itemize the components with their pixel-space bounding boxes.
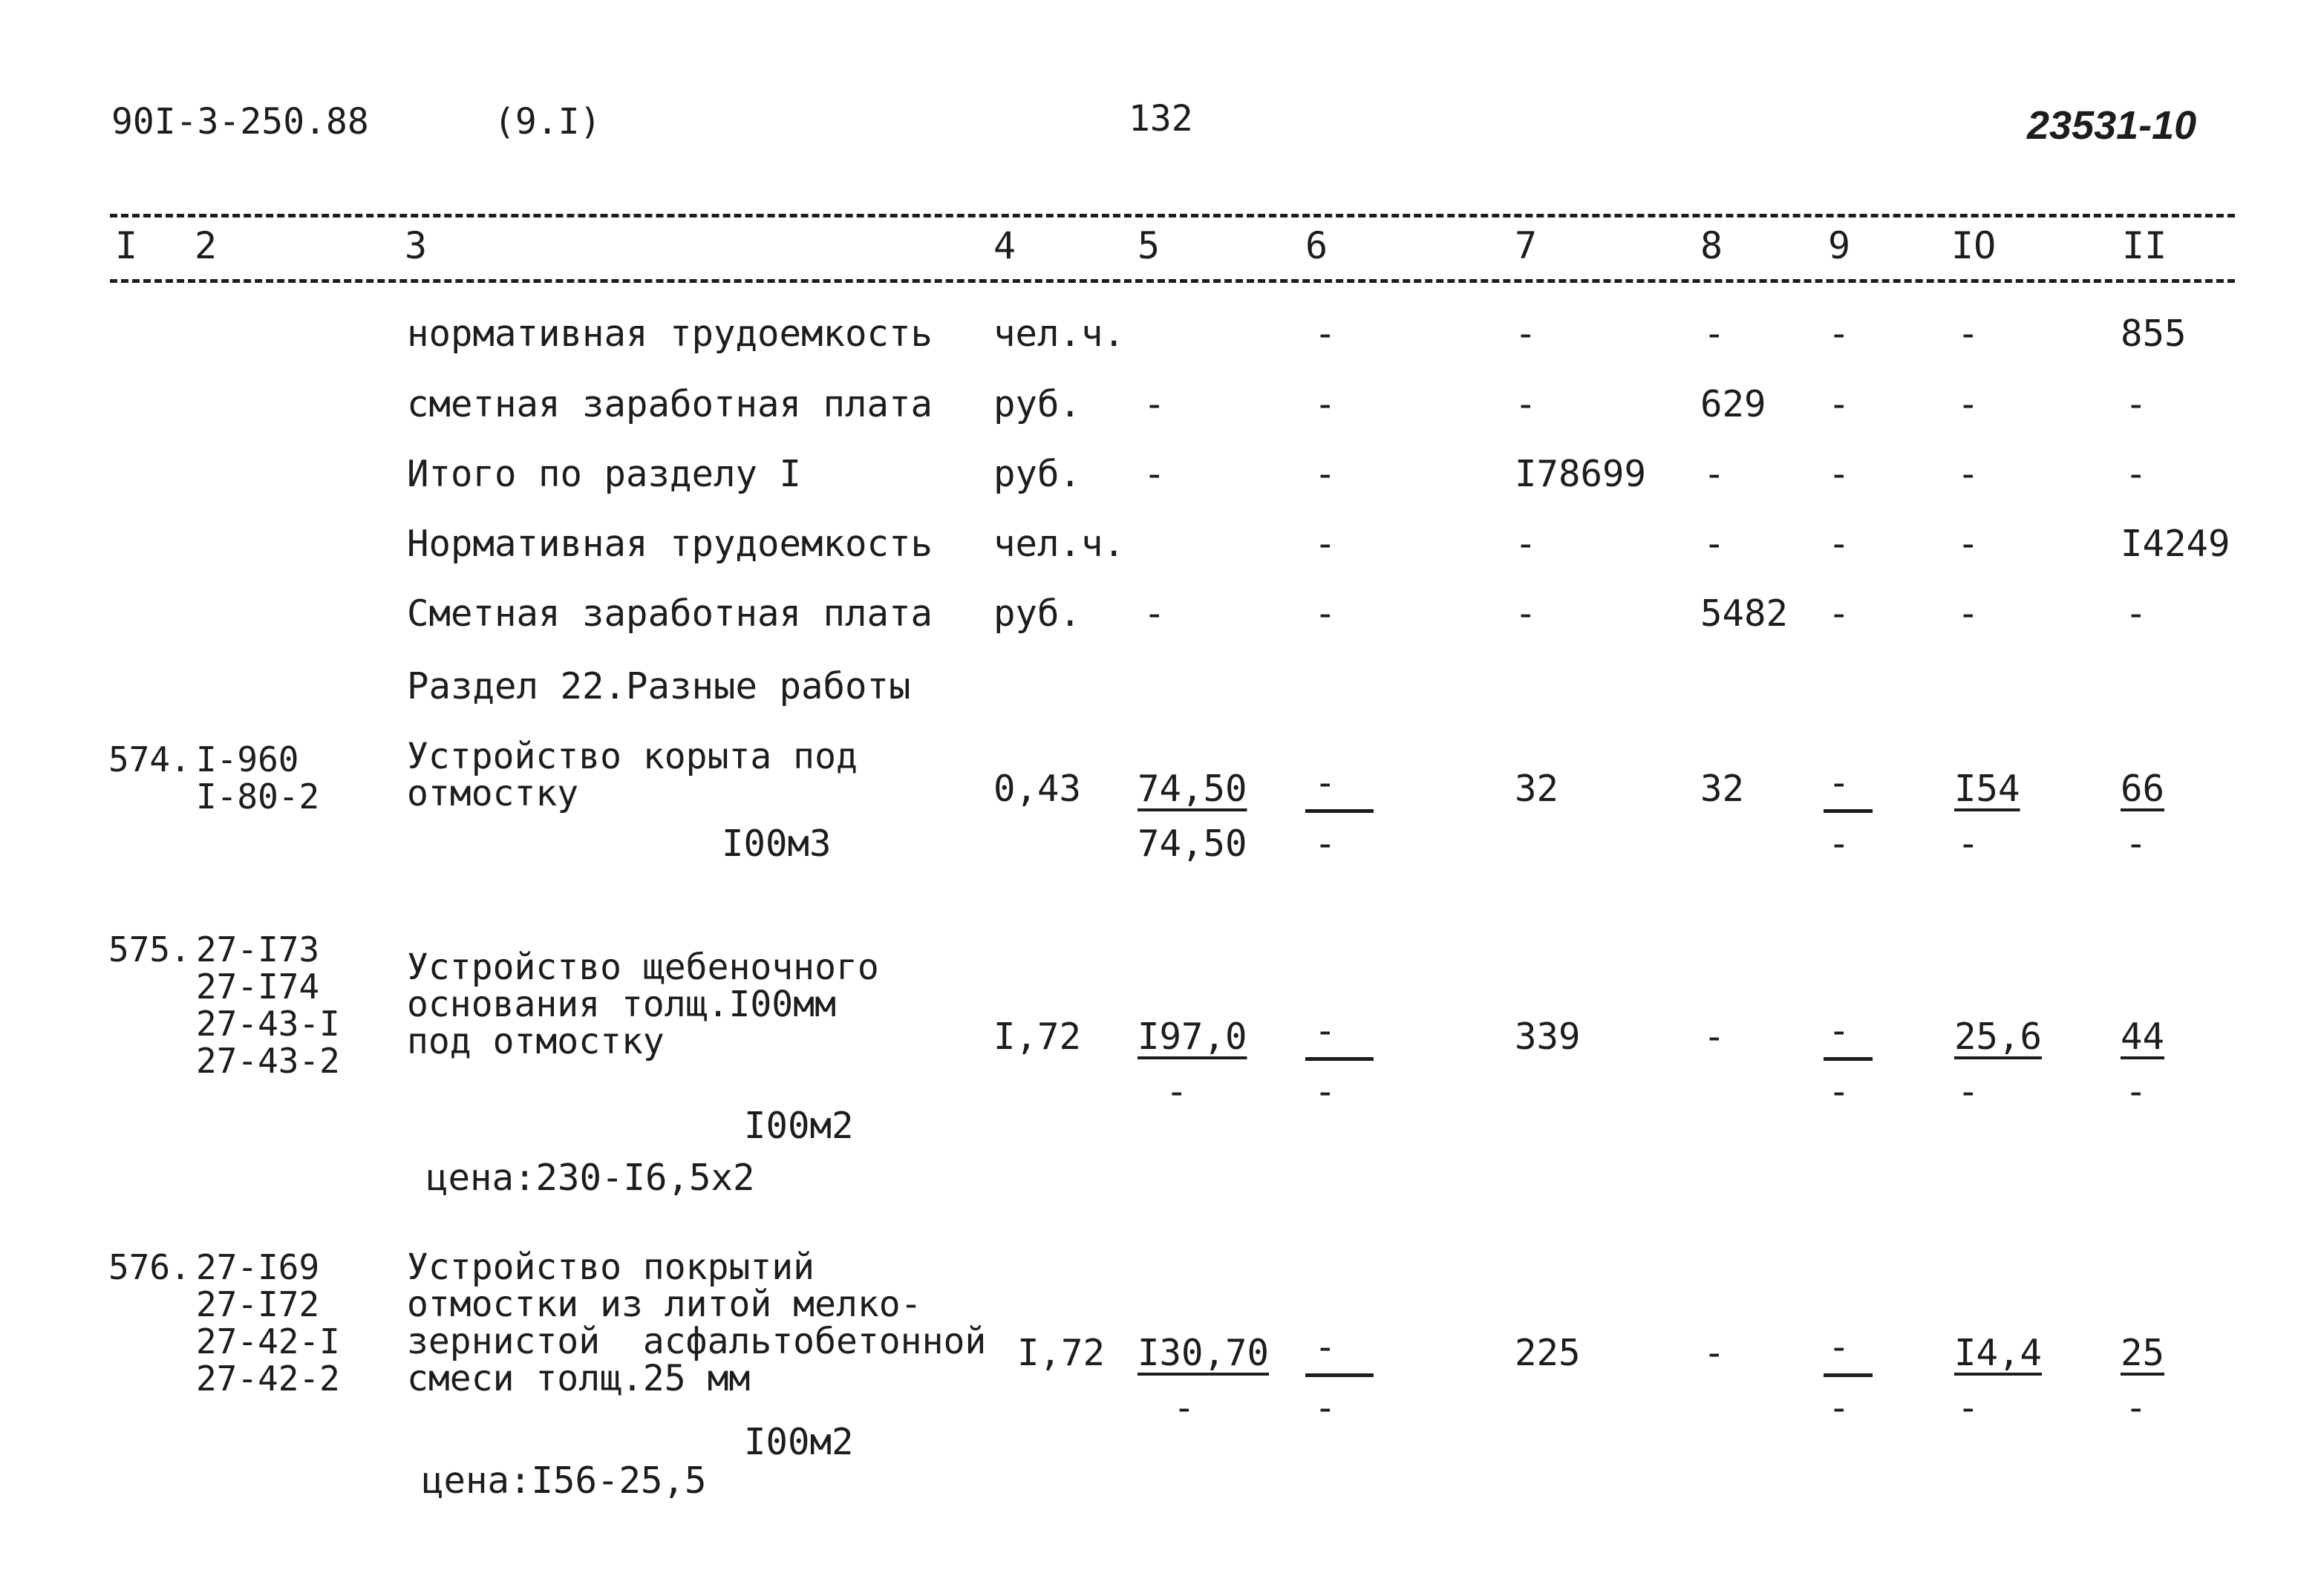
fraction-bar	[1305, 1057, 1374, 1061]
item-number: 574.	[108, 739, 191, 779]
cell-col10: -	[1957, 383, 1979, 425]
cell-col6-bottom: -	[1314, 1070, 1336, 1113]
cell-col7: -	[1515, 592, 1537, 635]
cell-col10-top: I4,4	[1954, 1332, 2043, 1374]
row-name: Сметная заработная плата	[407, 592, 933, 635]
cell-col8: -	[1703, 1016, 1726, 1058]
column-header: I	[115, 224, 138, 267]
column-header: 4	[993, 224, 1016, 267]
item-quantity: 0,43	[993, 768, 1082, 810]
cell-col11: -	[2125, 383, 2147, 425]
cell-col10-bottom: -	[1957, 823, 1979, 865]
item-quantity: I,72	[1017, 1332, 1106, 1374]
cell-col9: -	[1828, 592, 1850, 635]
row-name: Нормативная трудоемкость	[407, 523, 933, 565]
cell-col7: 225	[1515, 1332, 1581, 1374]
cell-col11-top: 44	[2121, 1016, 2165, 1058]
cell-col7: -	[1515, 523, 1537, 565]
cell-col5-top: I30,70	[1137, 1332, 1270, 1374]
item-description: Устройство корыта под отмостку	[407, 736, 858, 814]
cell-col6: -	[1314, 592, 1336, 635]
cell-col9: -	[1828, 383, 1850, 425]
cell-col9: -	[1828, 313, 1850, 355]
item-description: Устройство щебеночного основания толщ.I00мм под отмостку	[407, 947, 879, 1062]
column-header: 7	[1515, 224, 1538, 267]
cell-col6: -	[1314, 313, 1336, 355]
column-header: 5	[1137, 224, 1161, 267]
item-unit: I00м3	[722, 823, 832, 865]
row-unit: руб.	[993, 383, 1082, 425]
cell-col11-bottom: -	[2125, 1387, 2147, 1429]
cell-col7: -	[1515, 383, 1537, 425]
item-codes: I-960 I-80-2	[196, 739, 320, 817]
column-header: 8	[1700, 224, 1723, 267]
cell-col5-bottom: -	[1166, 1070, 1188, 1113]
row-unit: чел.ч.	[993, 313, 1126, 355]
row-name: нормативная трудоемкость	[407, 313, 933, 355]
item-description: Устройство покрытий отмостки из литой мелко- зернистой асфальтобетонной смеси толщ.25 мм	[407, 1246, 987, 1399]
row-unit: чел.ч.	[993, 523, 1126, 565]
header-bottom-rule	[110, 279, 2235, 283]
cell-col10: -	[1957, 453, 1979, 495]
cell-col8: 629	[1700, 383, 1766, 425]
cell-col5-bottom: -	[1173, 1387, 1195, 1429]
cell-col6: -	[1314, 453, 1336, 495]
cell-col8: -	[1703, 313, 1726, 355]
cell-col10-top: 25,6	[1954, 1016, 2043, 1058]
cell-col8: 32	[1700, 768, 1745, 810]
cell-col6-top: -	[1314, 1010, 1336, 1052]
cell-col8: -	[1703, 453, 1726, 495]
row-unit: руб.	[993, 592, 1082, 635]
cell-col5-bottom: 74,50	[1137, 823, 1247, 865]
cell-col9-bottom: -	[1828, 1387, 1850, 1429]
cell-col9-top: -	[1828, 762, 1850, 804]
cell-col5: -	[1143, 453, 1166, 495]
section-title: Раздел 22.Разные работы	[407, 665, 911, 707]
column-header: 2	[195, 224, 218, 267]
item-codes: 27-I69 27-I72 27-42-I 27-42-2	[196, 1247, 340, 1399]
fraction-bar	[1824, 1057, 1873, 1061]
cell-col6-top: -	[1314, 1326, 1336, 1368]
item-unit: I00м2	[744, 1105, 854, 1147]
cell-col5-top: 74,50	[1137, 768, 1247, 810]
cell-col11: -	[2125, 592, 2147, 635]
cell-col5: -	[1143, 383, 1166, 425]
cell-col10: -	[1957, 523, 1979, 565]
cell-col7: 339	[1515, 1016, 1581, 1058]
cell-col5: -	[1143, 592, 1166, 635]
cell-col7: -	[1515, 313, 1537, 355]
fraction-bar	[1824, 1373, 1873, 1377]
cell-col6-top: -	[1314, 762, 1336, 804]
cell-col6: -	[1314, 523, 1336, 565]
row-name: Итого по разделу I	[407, 453, 802, 495]
item-codes: 27-I73 27-I74 27-43-I 27-43-2	[196, 929, 340, 1081]
cell-col7: I78699	[1515, 453, 1647, 495]
cell-col11-top: 25	[2121, 1332, 2165, 1374]
cell-col9: -	[1828, 453, 1850, 495]
header-top-rule	[110, 214, 2235, 218]
cell-col10-bottom: -	[1957, 1387, 1979, 1429]
column-header: 3	[405, 224, 428, 267]
cell-col11-bottom: -	[2125, 823, 2147, 865]
cell-col10-top: I54	[1954, 768, 2020, 810]
cell-col6-bottom: -	[1314, 1387, 1336, 1429]
column-header: II	[2122, 224, 2167, 267]
cell-col10: -	[1957, 592, 1979, 635]
document-code: 90I-3-250.88	[111, 101, 369, 143]
cell-col8: -	[1703, 1332, 1726, 1374]
cell-col9-bottom: -	[1828, 823, 1850, 865]
row-name: сметная заработная плата	[407, 383, 933, 425]
cell-col11: 855	[2121, 313, 2187, 355]
cell-col6-bottom: -	[1314, 823, 1336, 865]
cell-col5-top: I97,0	[1137, 1016, 1247, 1058]
cell-col10-bottom: -	[1957, 1070, 1979, 1113]
fraction-bar	[1305, 809, 1374, 813]
cell-col10: -	[1957, 313, 1979, 355]
fraction-bar	[1824, 809, 1873, 813]
cell-col11: I4249	[2121, 523, 2230, 565]
cell-col11-bottom: -	[2125, 1070, 2147, 1113]
item-price-note: цена:I56-25,5	[422, 1459, 707, 1502]
sheet-mark: 23531-10	[2027, 103, 2197, 148]
item-number: 575.	[108, 929, 191, 970]
item-number: 576.	[108, 1247, 191, 1287]
item-unit: I00м2	[744, 1421, 854, 1463]
fraction-bar	[1305, 1373, 1374, 1377]
cell-col11: -	[2125, 453, 2147, 495]
cell-col9: -	[1828, 523, 1850, 565]
cell-col6: -	[1314, 383, 1336, 425]
cell-col8: 5482	[1700, 592, 1789, 635]
cell-col9-top: -	[1828, 1010, 1850, 1052]
section-number: (9.I)	[494, 101, 601, 143]
cell-col9-bottom: -	[1828, 1070, 1850, 1113]
cell-col7: 32	[1515, 768, 1559, 810]
item-quantity: I,72	[993, 1016, 1082, 1058]
column-header: 9	[1828, 224, 1851, 267]
column-header: IO	[1951, 224, 1997, 267]
cell-col8: -	[1703, 523, 1726, 565]
item-price-note: цена:230-I6,5x2	[426, 1157, 755, 1199]
cell-col11-top: 66	[2121, 768, 2165, 810]
page-number: 132	[1129, 98, 1193, 140]
row-unit: руб.	[993, 453, 1082, 495]
column-header: 6	[1305, 224, 1328, 267]
cell-col9-top: -	[1828, 1326, 1850, 1368]
